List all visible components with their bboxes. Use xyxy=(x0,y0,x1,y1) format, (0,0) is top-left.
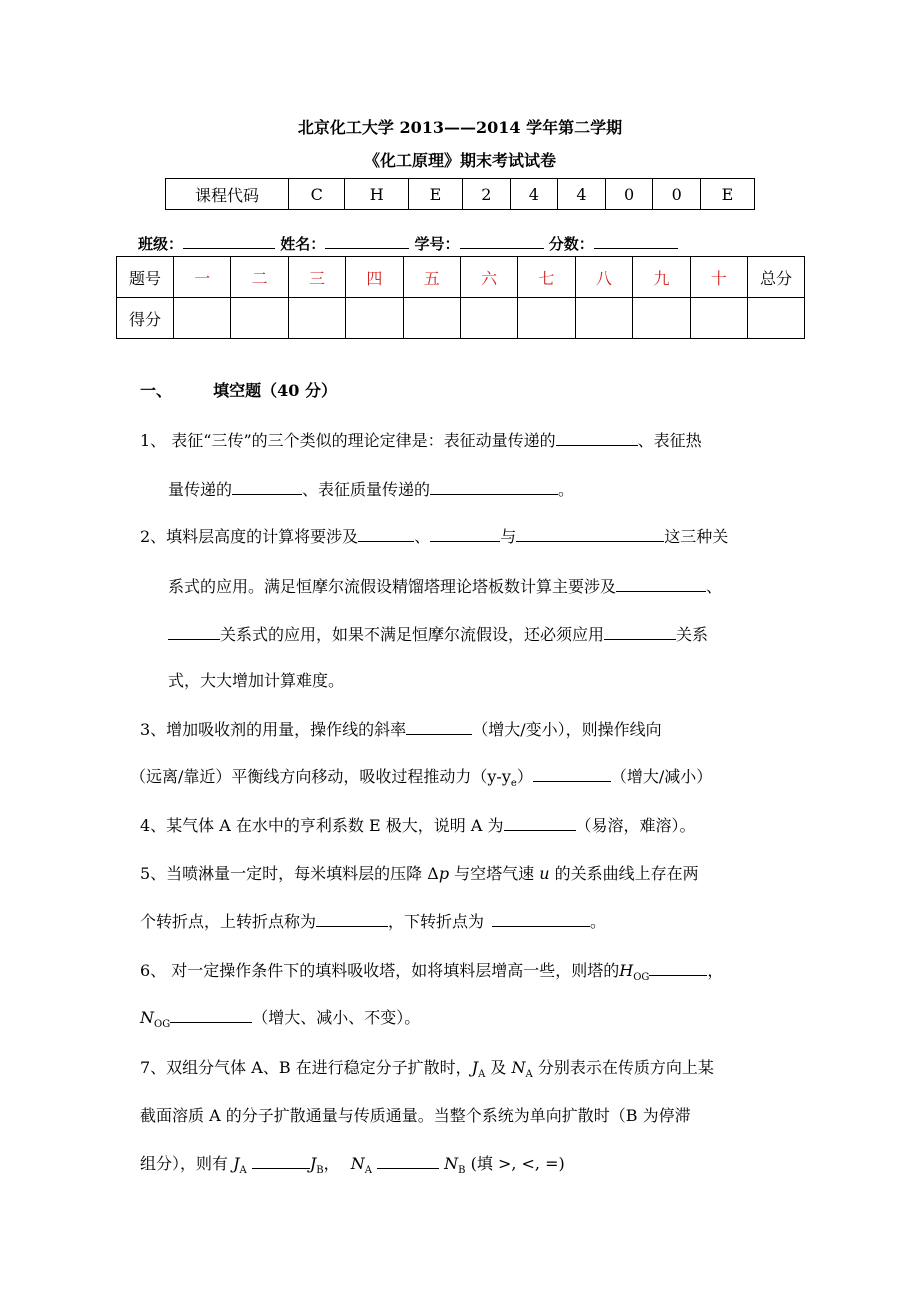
q3-line2 xyxy=(130,764,712,789)
class-blank[interactable] xyxy=(183,232,275,249)
section-title: 填空题（40 分） xyxy=(213,381,338,400)
q5-blank-2[interactable] xyxy=(492,911,590,927)
question-number: 十 xyxy=(690,257,747,298)
q5-text: ，下转折点为 xyxy=(388,912,485,931)
total-label: 总分 xyxy=(748,257,805,298)
q5-line2 xyxy=(140,909,606,932)
q7-symbol: J xyxy=(233,1154,240,1173)
q5-blank-1[interactable] xyxy=(316,911,388,927)
q1-text: 量传递的 xyxy=(168,480,233,499)
q5-symbol: p xyxy=(438,864,450,883)
id-label: 学号： xyxy=(414,235,460,253)
q2-text: 与 xyxy=(500,527,517,546)
q6-subscript: OG xyxy=(154,1019,171,1031)
q7-text: 及 xyxy=(485,1058,512,1077)
exam-subtitle: 《化工原理》期末考试试卷 xyxy=(363,151,556,170)
q7-blank-2[interactable] xyxy=(377,1153,439,1169)
q2-text: 这三种关 xyxy=(664,527,729,546)
score-cell[interactable] xyxy=(288,298,345,339)
q6-line2 xyxy=(140,1005,420,1030)
q2-line2 xyxy=(168,574,722,597)
q2-text: 关系 xyxy=(676,625,709,644)
course-code-char: 4 xyxy=(558,179,606,210)
question-number-label: 题号 xyxy=(117,257,174,298)
name-label: 姓名： xyxy=(280,235,326,253)
q1-blank-2[interactable] xyxy=(232,479,302,495)
course-code-char: 4 xyxy=(510,179,558,210)
question-number: 二 xyxy=(231,257,288,298)
score-cell[interactable] xyxy=(575,298,632,339)
score-cell[interactable] xyxy=(174,298,231,339)
question-number: 三 xyxy=(288,257,345,298)
course-code-table xyxy=(165,178,755,210)
q3-blank-2[interactable] xyxy=(533,766,611,782)
q6-text: （增大、减小、不变）。 xyxy=(252,1008,421,1027)
question-number: 四 xyxy=(346,257,403,298)
q6-blank-1[interactable] xyxy=(649,960,707,976)
q5-text: 与空塔气速 xyxy=(449,864,540,883)
q3-line1 xyxy=(140,717,662,740)
question-number: 七 xyxy=(518,257,575,298)
q4-line1 xyxy=(140,813,696,836)
q2-blank-6[interactable] xyxy=(604,624,676,640)
q2-line1 xyxy=(140,524,728,547)
q3-blank-1[interactable] xyxy=(406,719,472,735)
q4-blank-1[interactable] xyxy=(504,815,576,831)
q6-symbol: H xyxy=(619,961,634,980)
q1-text: 。 xyxy=(558,480,575,499)
q1-text: 1、 表征“三传”的三个类似的理论定律是：表征动量传递的 xyxy=(140,431,556,450)
course-code-char: E xyxy=(409,179,463,210)
score-label: 分数： xyxy=(548,235,594,253)
q7-subscript: B xyxy=(458,1165,466,1177)
q2-blank-2[interactable] xyxy=(430,526,500,542)
q1-line2 xyxy=(168,477,574,500)
total-score-cell[interactable] xyxy=(748,298,805,339)
q7-line1 xyxy=(140,1055,714,1080)
q6-line1 xyxy=(140,958,723,983)
name-blank[interactable] xyxy=(325,232,409,249)
q2-text: 关系式的应用，如果不满足恒摩尔流假设，还必须应用 xyxy=(220,625,605,644)
q6-subscript: OG xyxy=(633,972,650,984)
q2-text: 系式的应用。满足恒摩尔流假设精馏塔理论塔板数计算主要涉及 xyxy=(168,577,617,596)
q1-line1 xyxy=(140,428,702,451)
score-cell[interactable] xyxy=(231,298,288,339)
exam-title: 北京化工大学 2013——2014 学年第二学期 xyxy=(297,118,623,137)
q5-text: 的关系曲线上存在两 xyxy=(549,864,699,883)
q2-blank-4[interactable] xyxy=(616,576,706,592)
score-table xyxy=(116,256,805,339)
q7-subscript: B xyxy=(316,1165,324,1177)
q4-text: 4、某气体 A 在水中的亨利系数 E 极大，说明 A 为 xyxy=(140,816,504,835)
q5-line1 xyxy=(140,861,699,884)
q1-text: 、表征质量传递的 xyxy=(302,480,431,499)
question-number: 九 xyxy=(633,257,690,298)
class-label: 班级： xyxy=(138,235,184,253)
q5-text: 。 xyxy=(590,912,607,931)
q3-text: （远离/靠近）平衡线方向移动，吸收过程推动力（y-y xyxy=(130,767,511,786)
q5-text: 个转折点，上转折点称为 xyxy=(140,912,317,931)
q7-subscript: A xyxy=(364,1165,372,1177)
q7-line2: 截面溶质 A 的分子扩散通量与传质通量。当整个系统为单向扩散时（B 为停滞 xyxy=(140,1106,691,1125)
q2-text: 、 xyxy=(706,577,723,596)
score-cell[interactable] xyxy=(346,298,403,339)
q2-blank-1[interactable] xyxy=(358,526,414,542)
question-number: 五 xyxy=(403,257,460,298)
q3-text: （增大/减小） xyxy=(610,767,713,786)
q7-symbol: N xyxy=(350,1154,365,1173)
q2-blank-3[interactable] xyxy=(516,526,664,542)
q2-line3 xyxy=(168,622,708,645)
q7-subscript: A xyxy=(239,1165,247,1177)
q3-text: 3、增加吸收剂的用量，操作线的斜率 xyxy=(140,720,407,739)
q6-text: 6、 对一定操作条件下的填料吸收塔，如将填料层增高一些，则塔的 xyxy=(140,961,620,980)
score-cell[interactable] xyxy=(403,298,460,339)
question-number: 六 xyxy=(460,257,517,298)
course-code-char: C xyxy=(289,179,345,210)
score-cell[interactable] xyxy=(518,298,575,339)
q7-subscript: A xyxy=(525,1069,533,1081)
score-cell[interactable] xyxy=(460,298,517,339)
q7-blank-1[interactable] xyxy=(252,1153,310,1169)
q7-text: 分别表示在传质方向上某 xyxy=(532,1058,714,1077)
course-code-char: E xyxy=(700,179,754,210)
q2-blank-5[interactable] xyxy=(168,624,220,640)
course-code-char: 2 xyxy=(462,179,510,210)
q3-text: （增大/变小），则操作线向 xyxy=(472,720,662,739)
course-code-label: 课程代码 xyxy=(166,179,289,210)
q7-line3 xyxy=(140,1151,565,1176)
q3-subscript: e xyxy=(510,778,517,790)
score-cell[interactable] xyxy=(633,298,690,339)
q7-symbol: N xyxy=(511,1058,526,1077)
q7-symbol: N xyxy=(444,1154,459,1173)
q2-text: 2、填料层高度的计算将要涉及 xyxy=(140,527,359,546)
q4-text: （易溶，难溶）。 xyxy=(575,816,696,835)
q5-symbol: u xyxy=(539,864,550,883)
q7-symbol: J xyxy=(309,1154,317,1173)
q7-subscript: A xyxy=(478,1069,486,1081)
q7-text: (填 >, <, =) xyxy=(470,1154,565,1173)
course-code-char: 0 xyxy=(605,179,653,210)
course-code-char: H xyxy=(345,179,409,210)
section-heading xyxy=(140,378,337,401)
q7-text: ， xyxy=(323,1154,340,1173)
q1-text: 、表征热 xyxy=(637,431,702,450)
score-blank[interactable] xyxy=(594,232,678,249)
id-blank[interactable] xyxy=(460,232,544,249)
q3-text: ） xyxy=(516,767,533,786)
question-number: 一 xyxy=(174,257,231,298)
q5-text: 5、当喷淋量一定时，每米填料层的压降 Δ xyxy=(140,864,439,883)
q7-text: 组分），则有 xyxy=(140,1154,234,1173)
score-row-label: 得分 xyxy=(117,298,174,339)
q7-symbol: J xyxy=(471,1058,479,1077)
q6-text: ， xyxy=(707,961,724,980)
q1-blank-1[interactable] xyxy=(556,430,638,446)
question-number: 八 xyxy=(575,257,632,298)
course-code-char: 0 xyxy=(653,179,701,210)
q6-symbol: N xyxy=(140,1008,154,1027)
student-info-line xyxy=(138,232,678,254)
q1-blank-3[interactable] xyxy=(430,479,558,495)
score-cell[interactable] xyxy=(690,298,747,339)
q2-line4: 式，大大增加计算难度。 xyxy=(168,671,345,690)
q7-text: 7、双组分气体 A、B 在进行稳定分子扩散时， xyxy=(140,1058,472,1077)
q6-blank-2[interactable] xyxy=(170,1007,252,1023)
q2-text: 、 xyxy=(414,527,431,546)
section-number: 一、 xyxy=(140,381,173,400)
